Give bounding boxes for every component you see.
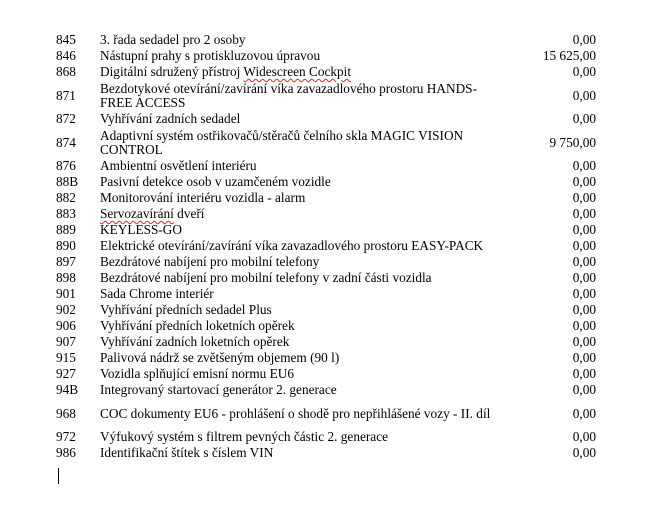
item-code: 986 — [56, 445, 76, 460]
table-row — [56, 238, 596, 254]
spellcheck-flagged-text: Widescreen Cockpit — [243, 64, 352, 79]
item-description: Monitorování interiéru vozidla - alarm — [100, 190, 306, 205]
item-price: 0,00 — [572, 111, 596, 126]
table-row — [56, 318, 596, 334]
item-code: 883 — [56, 206, 76, 221]
item-description: Integrovaný startovací generátor 2. generace — [100, 382, 337, 397]
item-description: KEYLESS-GO — [100, 222, 182, 237]
item-description: Výfukový systém s filtrem pevných částic 2. generace — [100, 429, 389, 444]
item-description: Vyhřívání předních sedadel Plus — [100, 302, 272, 317]
item-code: 94B — [56, 382, 79, 397]
item-price: 0,00 — [572, 190, 596, 205]
table-row — [56, 127, 596, 158]
text-cursor — [58, 468, 59, 484]
item-price: 0,00 — [572, 32, 596, 47]
item-price: 0,00 — [572, 64, 596, 79]
table-row — [56, 270, 596, 286]
item-price: 0,00 — [572, 350, 596, 365]
item-price: 0,00 — [572, 270, 596, 285]
item-description: COC dokumenty EU6 - prohlášení o shodě pro nepřihlášené vozy - II. díl — [100, 405, 491, 421]
item-code: 915 — [56, 350, 76, 365]
table-row — [56, 398, 596, 429]
table-row — [56, 80, 596, 111]
table-row — [56, 222, 596, 238]
item-code: 897 — [56, 254, 76, 269]
item-price: 0,00 — [572, 286, 596, 301]
item-description: Bezdrátové nabíjení pro mobilní telefony v zadní části vozidla — [100, 270, 432, 285]
item-description: Ambientní osvětlení interiéru — [100, 158, 257, 173]
item-code: 876 — [56, 158, 76, 173]
item-code: 972 — [56, 429, 76, 444]
equipment-table — [56, 32, 596, 461]
table-row — [56, 32, 596, 48]
item-code: 889 — [56, 222, 76, 237]
item-description: Identifikační štítek s číslem VIN — [100, 445, 274, 460]
item-price: 0,00 — [572, 334, 596, 349]
table-row — [56, 158, 596, 174]
item-code: 846 — [56, 48, 76, 63]
item-code: 906 — [56, 318, 76, 333]
item-description: Bezdotykové otevírání/zavírání víka zavazadlového prostoru HANDS-FREE ACCESS — [100, 80, 477, 110]
table-row — [56, 445, 596, 461]
item-code: 874 — [56, 134, 76, 150]
item-price: 0,00 — [572, 158, 596, 173]
item-description: Pasivní detekce osob v uzamčeném vozidle — [100, 174, 331, 189]
table-row — [56, 429, 596, 445]
item-price: 0,00 — [572, 302, 596, 317]
table-row — [56, 174, 596, 190]
item-code: 88B — [56, 174, 79, 189]
item-description: Vyhřívání zadních loketních opěrek — [100, 334, 290, 349]
item-price: 15 625,00 — [542, 48, 596, 63]
item-price: 0,00 — [572, 382, 596, 397]
table-row — [56, 366, 596, 382]
item-description: Vyhřívání předních loketních opěrek — [100, 318, 295, 333]
table-row — [56, 48, 596, 64]
item-description: Adaptivní systém ostřikovačů/stěračů čelního skla MAGIC VISION CONTROL — [100, 127, 464, 157]
item-description — [100, 64, 504, 80]
item-description: Bezdrátové nabíjení pro mobilní telefony — [100, 254, 320, 269]
table-row — [56, 190, 596, 206]
item-price: 0,00 — [572, 222, 596, 237]
item-price: 0,00 — [572, 87, 596, 103]
item-code: 927 — [56, 366, 76, 381]
table-row — [56, 334, 596, 350]
item-code: 868 — [56, 64, 76, 79]
item-code: 902 — [56, 302, 76, 317]
item-description-text: Digitální sdružený přístroj — [100, 64, 244, 79]
item-price: 0,00 — [572, 429, 596, 444]
item-price: 0,00 — [572, 366, 596, 381]
table-row — [56, 382, 596, 398]
item-price: 9 750,00 — [549, 134, 596, 150]
item-description-text: dveří — [173, 206, 205, 221]
item-description — [100, 206, 504, 222]
item-price: 0,00 — [572, 445, 596, 460]
table-row — [56, 64, 596, 80]
item-code: 968 — [56, 405, 76, 421]
table-row — [56, 302, 596, 318]
item-description: 3. řada sedadel pro 2 osoby — [100, 32, 246, 47]
item-code: 882 — [56, 190, 76, 205]
item-code: 898 — [56, 270, 76, 285]
item-code: 872 — [56, 111, 76, 126]
item-code: 907 — [56, 334, 76, 349]
item-code: 845 — [56, 32, 76, 47]
table-row — [56, 111, 596, 127]
item-price: 0,00 — [572, 174, 596, 189]
item-price: 0,00 — [572, 254, 596, 269]
table-row — [56, 206, 596, 222]
table-row — [56, 286, 596, 302]
item-price: 0,00 — [572, 238, 596, 253]
item-description: Nástupní prahy s protiskluzovou úpravou — [100, 48, 321, 63]
item-description: Palivová nádrž se zvětšeným objemem (90 l) — [100, 350, 340, 365]
item-code: 871 — [56, 87, 76, 103]
item-description: Elektrické otevírání/zavírání víka zavazadlového prostoru EASY-PACK — [100, 238, 484, 253]
item-description: Sada Chrome interiér — [100, 286, 214, 301]
item-code: 890 — [56, 238, 76, 253]
table-row — [56, 350, 596, 366]
item-description: Vyhřívání zadních sedadel — [100, 111, 241, 126]
table-row — [56, 254, 596, 270]
item-description: Vozidla splňující emisní normu EU6 — [100, 366, 295, 381]
item-price: 0,00 — [572, 318, 596, 333]
item-code: 901 — [56, 286, 76, 301]
item-price: 0,00 — [572, 405, 596, 421]
item-price: 0,00 — [572, 206, 596, 221]
spellcheck-flagged-text: Servozavírání — [100, 206, 174, 221]
